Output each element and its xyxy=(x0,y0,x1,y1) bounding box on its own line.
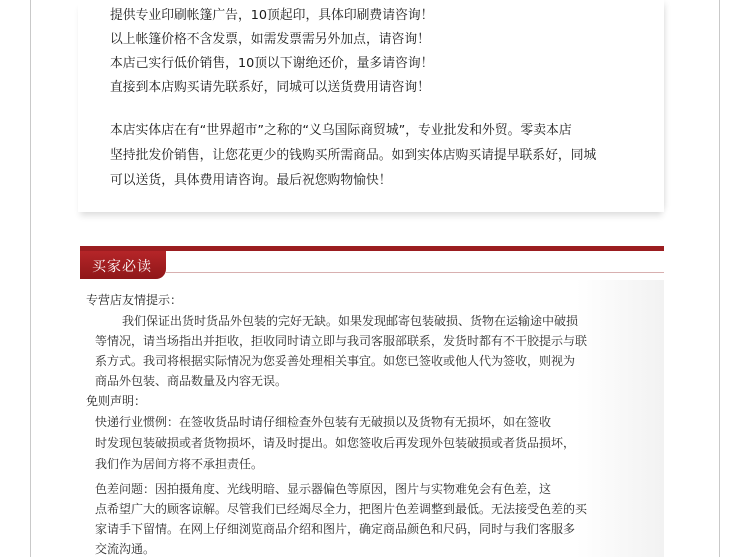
color-note-line: 色差问题：因拍摄角度、光线明暗、显示器偏色等原因，图片与实物难免会有色差，这 xyxy=(95,482,552,496)
tip-line: 我们保证出货时货品外包装的完好无缺。如果发现邮寄包装破损、货物在运输途中破损 xyxy=(122,314,579,328)
buyer-notice-content xyxy=(78,280,664,557)
disclaimer-line: 时发现包装破损或者货物损坏，请及时提出。如您签收后再发现外包装破损或者货品损坏， xyxy=(95,436,576,450)
page-border-right xyxy=(719,0,720,557)
disclaimer-line: 我们作为居间方将不承担责任。 xyxy=(95,457,264,471)
tip-line: 等情况，请当场指出并拒收，拒收同时请立即与我司客服部联系，发货时都有不干胶提示与联 xyxy=(95,334,588,348)
tip-line: 系方式。我司将根据实际情况为您妥善处理相关事宜。如您已签收或他人代为签收，则视为 xyxy=(95,354,576,368)
notice-line: 本店己实行低价销售，10顶以下谢绝还价，量多请咨询！ xyxy=(110,56,434,71)
disclaimer-line: 快递行业惯例：在签收货品时请仔细检查外包装有无破损以及货物有无损坏，如在签收 xyxy=(95,415,552,429)
disclaimer-heading: 免则声明： xyxy=(86,394,147,408)
notice-line: 提供专业印刷帐篷广告，10顶起印，具体印刷费请咨询！ xyxy=(110,8,434,23)
section-header-bar xyxy=(80,246,664,251)
tip-heading: 专营店友情提示： xyxy=(86,293,183,307)
notice-line: 直接到本店购买请先联系好，同城可以送货费用请咨询！ xyxy=(110,80,430,95)
color-note-line: 家请手下留情。在网上仔细浏览商品介绍和图片，确定商品颜色和尺码，同时与我们客服多 xyxy=(95,522,576,536)
page-border-left xyxy=(30,0,31,557)
tip-line: 商品外包装、商品数量及内容无误。 xyxy=(95,374,288,388)
color-note-line: 点希望广大的顾客谅解。尽管我们已经竭尽全力，把图片色差调整到最低。无法接受色差的买 xyxy=(95,502,588,516)
color-note-line: 交流沟通。 xyxy=(95,542,156,556)
store-notice-box xyxy=(78,0,664,212)
store-intro-line: 本店实体店在有“世界超市”之称的“义乌国际商贸城”，专业批发和外贸。零卖本店 xyxy=(110,123,572,138)
notice-line: 以上帐篷价格不含发票，如需发票需另外加点，请咨询！ xyxy=(110,32,430,47)
section-divider xyxy=(166,272,664,273)
section-title: 买家必读 xyxy=(92,259,152,275)
store-intro-line: 可以送货，具体费用请咨询。最后祝您购物愉快！ xyxy=(110,173,392,188)
store-intro-line: 坚持批发价销售，让您花更少的钱购买所需商品。如到实体店购买请提早联系好，同城 xyxy=(110,148,597,163)
section-tab xyxy=(80,251,166,279)
